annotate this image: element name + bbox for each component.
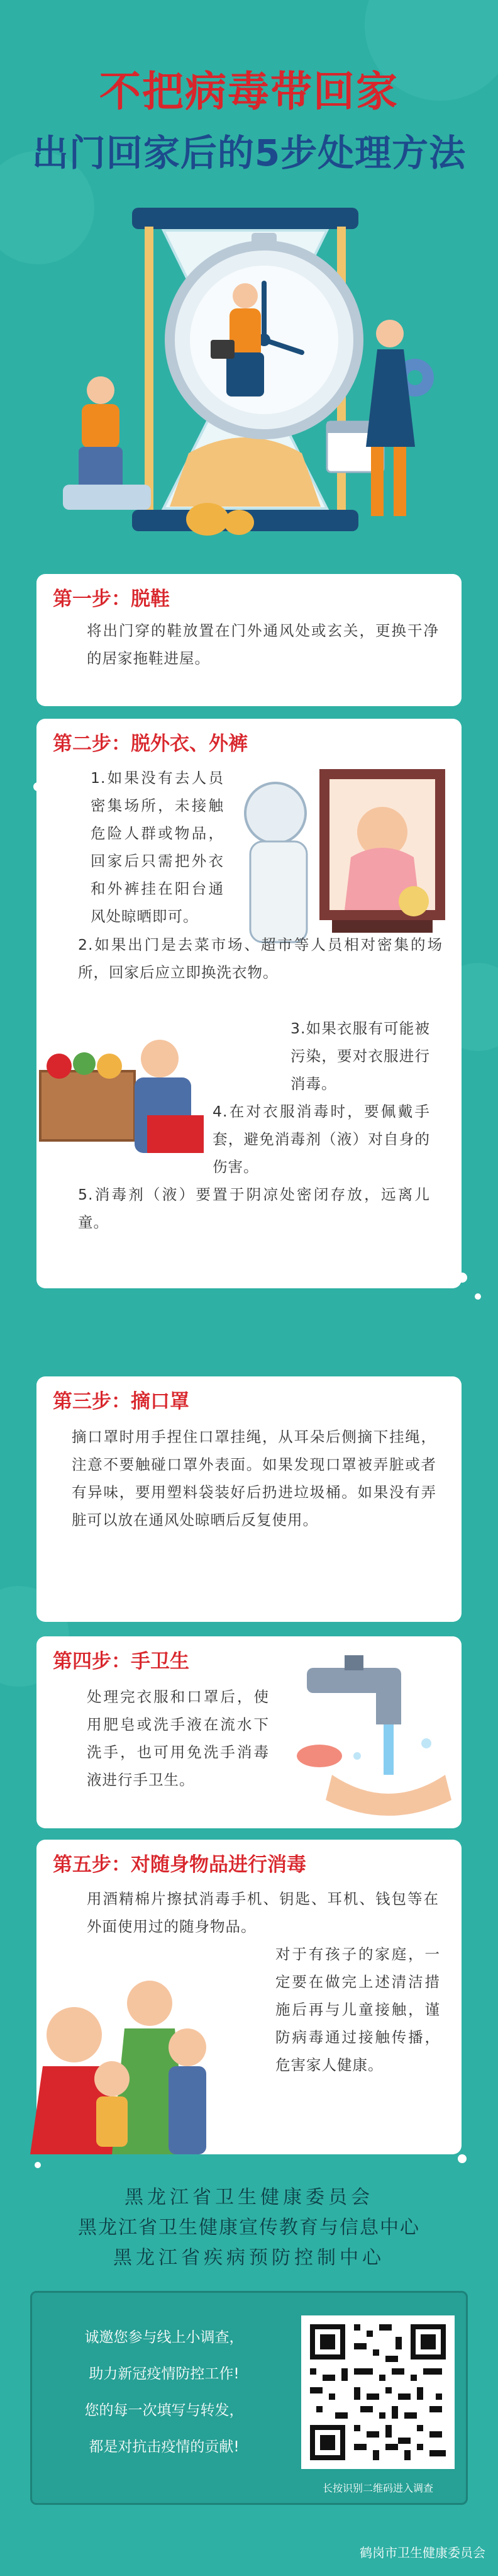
survey-line-4: 都是对抗击疫情的贡献! [89,2439,240,2455]
hand-washing-illustration [282,1649,458,1819]
step-4-title: 第四步：手卫生 [53,1650,189,1673]
step-5-title: 第五步：对随身物品进行消毒 [53,1853,306,1876]
qr-code[interactable] [301,2315,455,2469]
step-3-card [36,1376,462,1622]
main-title: 不把病毒带回家 [99,67,399,116]
family-illustration [18,1953,225,2154]
step-5-paragraph-2: 对于有孩子的家庭，一定要在做完上述清洁措施后再与儿童接触，谨防病毒通过接触传播，危害家人健康。 [275,1945,440,2074]
step-3-title: 第三步：摘口罩 [53,1390,189,1413]
survey-line-1: 诚邀您参与线上小调查， [84,2329,244,2346]
step-5-card [36,1840,462,2154]
step-2-paragraph-2: 2.如果出门是去菜市场、超市等人员相对密集的场所，回家后应立即换洗衣物。 [78,936,443,981]
step-1-text: 将出门穿的鞋放置在门外通风处或玄关，更换干净的居家拖鞋进屋。 [87,622,439,667]
survey-line-2: 助力新冠疫情防控工作! [89,2366,240,2382]
step-2-paragraph-1: 1.如果没有去人员密集场所，未接触危险人群或物品，回家后只需把外衣和外裤挂在阳台通风处晾晒即可。 [91,769,224,925]
step-4-card [36,1636,462,1828]
survey-line-3: 您的每一次填写与转发， [84,2402,244,2419]
subtitle: 出门回家后的5步处理方法 [31,132,467,174]
sitting-person-icon [63,376,151,510]
step-5-paragraph-1: 用酒精棉片擦拭消毒手机、钥匙、耳机、钱包等在外面使用过的随身物品。 [87,1890,439,1935]
hero-illustration [38,183,460,554]
step-2-title: 第二步：脱外衣、外裤 [53,733,248,755]
watermark: 鹤岗市卫生健康委员会 [360,2545,485,2560]
standing-woman-icon [366,320,415,516]
step-1-title: 第一步：脱鞋 [53,588,170,610]
step-4-text: 处理完衣服和口罩后，使用肥皂或洗手液在流水下洗手，也可用免洗手消毒液进行手卫生。 [87,1688,269,1789]
footer-org-2: 黑龙江省卫生健康宣传教育与信息中心 [78,2217,420,2239]
survey-box [30,2291,468,2505]
vegetable-basket-illustration [21,1015,204,1178]
footer-org-3: 黑龙江省疾病预防控制中心 [113,2247,385,2269]
qr-caption: 长按识别二维码进入调查 [322,2482,433,2494]
footer-org-1: 黑龙江省卫生健康委员会 [124,2186,374,2208]
step-2-paragraph-5: 5.消毒剂（液）要置于阴凉处密闭存放，远离儿童。 [78,1186,430,1231]
step-1-card [36,574,462,706]
step-3-text: 摘口罩时用手捏住口罩挂绳，从耳朵后侧摘下挂绳，注意不要触碰口罩外表面。如果发现口罩被弄脏或者有异味，要用塑料袋装好后扔进垃圾桶。如果没有弄脏可以放在通风处晾晒后反复使用。 [72,1428,436,1529]
step-2-paragraph-4: 4.在对衣服消毒时，要佩戴手套，避免消毒剂（液）对自身的伤害。 [213,1103,430,1176]
step-2-card [36,719,462,1288]
step-2-paragraph-3: 3.如果衣服有可能被污染，要对衣服进行消毒。 [290,1020,430,1093]
